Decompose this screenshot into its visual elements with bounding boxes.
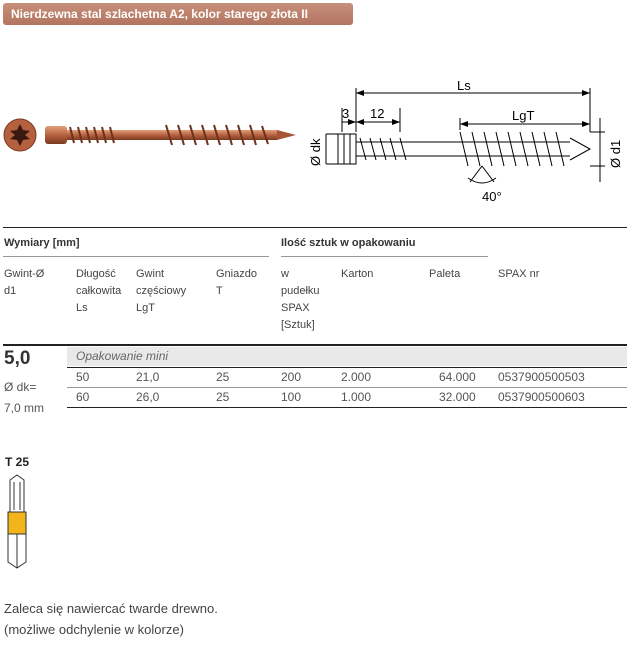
bit-label: T 25 <box>5 455 30 469</box>
screw-tip <box>277 130 296 140</box>
col-total-length: Długość całkowita Ls <box>76 268 122 314</box>
drilling-note: Zaleca się nawiercać twarde drewno. <box>4 601 218 616</box>
group-label: Opakowanie mini <box>76 349 169 363</box>
dimensions-heading: Wymiary [mm] <box>4 237 80 249</box>
dim-3-label: 3 <box>342 106 350 121</box>
d1-label: Ø d1 <box>608 139 623 168</box>
screw-photo <box>0 105 300 165</box>
product-title: Nierdzewna stal szlachetna A2, kolor starego złota II <box>11 7 308 21</box>
quantity-rule <box>281 256 488 257</box>
data-top-rule <box>3 344 627 346</box>
technical-drawing <box>300 70 640 210</box>
col-partial-thread: Gwint częściowy LgT <box>136 268 187 314</box>
group-row <box>67 347 627 366</box>
torx-bit-icon <box>4 474 30 570</box>
angle-label: 40° <box>482 189 502 204</box>
col-pallet: Paleta <box>429 268 461 280</box>
lgt-label: LgT <box>512 108 535 123</box>
screw-shank <box>67 130 277 140</box>
screw-head-side <box>45 126 67 144</box>
dimensions-rule <box>3 256 269 257</box>
dk-spec-label: Ø dk= <box>4 380 37 394</box>
col-spax-number: SPAX nr <box>498 268 540 280</box>
ls-label: Ls <box>457 78 471 93</box>
table-row: 60 26,0 25 100 1.000 32.000 0537900500603 <box>67 388 627 408</box>
quantity-heading: Ilość sztuk w opakowaniu <box>281 237 416 249</box>
product-title-banner <box>3 3 353 25</box>
table-row: 50 21,0 25 200 2.000 64.000 0537900500503 <box>67 367 627 388</box>
dim-12-label: 12 <box>370 106 385 121</box>
thread-size: 5,0 <box>4 348 31 369</box>
color-note: (możliwe odchylenie w kolorze) <box>4 622 184 637</box>
col-box-qty: w pudełku SPAX [Sztuk] <box>281 268 320 331</box>
bit-color-band <box>8 512 26 534</box>
col-carton: Karton <box>341 268 374 280</box>
col-thread-diameter: Gwint-Ø d1 <box>4 268 45 297</box>
dk-spec-value: 7,0 mm <box>4 401 45 415</box>
dk-label: Ø dk <box>308 138 323 166</box>
col-socket: Gniazdo T <box>216 268 257 297</box>
table-top-rule <box>3 227 627 228</box>
footer-note <box>4 598 218 640</box>
